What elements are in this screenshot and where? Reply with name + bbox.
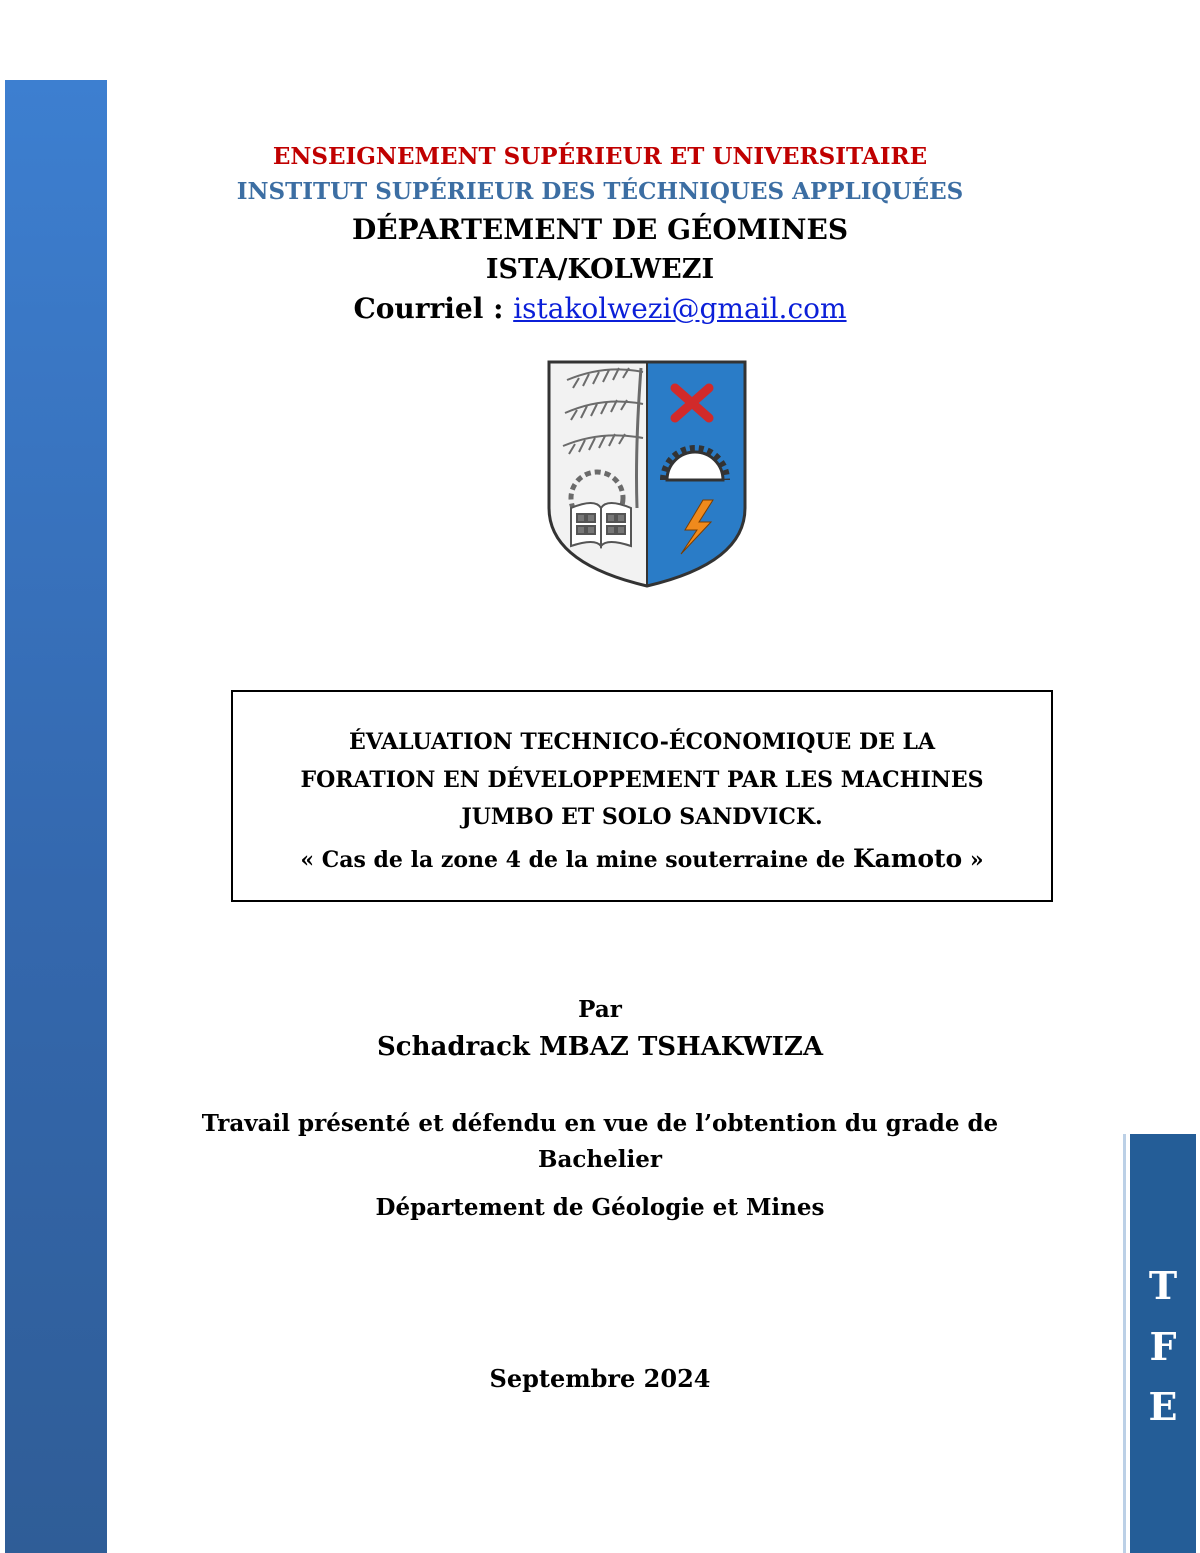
ista-crest-icon xyxy=(545,358,749,590)
email-line xyxy=(100,292,1100,325)
title-line-4-emphasis: Kamoto xyxy=(852,844,963,873)
degree-line-1: Travail présenté et défendu en vue de l’obtention du grade de xyxy=(201,1110,999,1137)
title-line-2: FORATION EN DÉVELOPPEMENT PAR LES MACHINES xyxy=(300,767,984,793)
author-name: Schadrack MBAZ TSHAKWIZA xyxy=(377,1032,823,1062)
degree-department: Département de Géologie et Mines xyxy=(375,1194,825,1221)
ministry-heading: ENSEIGNEMENT SUPÉRIEUR ET UNIVERSITAIRE xyxy=(272,143,928,170)
submission-date: Septembre 2024 xyxy=(489,1364,711,1393)
title-line-4 xyxy=(233,844,1051,873)
department-heading: DÉPARTEMENT DE GÉOMINES xyxy=(351,213,849,246)
left-decorative-bar xyxy=(5,80,107,1553)
title-line-1: ÉVALUATION TECHNICO-ÉCONOMIQUE DE LA xyxy=(348,729,936,755)
degree-line-2: Bachelier xyxy=(538,1146,662,1173)
title-line-4-prefix: « Cas de la zone 4 de la mine souterraine de xyxy=(300,847,846,873)
by-label: Par xyxy=(578,996,622,1023)
title-line-3: JUMBO ET SOLO SANDVICK. xyxy=(461,804,823,830)
tfe-letter-t: T xyxy=(1148,1263,1178,1308)
tfe-letter-e: E xyxy=(1148,1384,1178,1429)
email-label: Courriel : xyxy=(353,292,504,325)
thesis-title-box xyxy=(231,690,1053,902)
title-line-4-suffix: » xyxy=(969,847,984,873)
email-link[interactable]: istakolwezi@gmail.com xyxy=(513,292,847,325)
institution-heading: ISTA/KOLWEZI xyxy=(485,254,715,285)
institute-heading: INSTITUT SUPÉRIEUR DES TÉCHNIQUES APPLIQUÉES xyxy=(236,178,964,205)
right-tfe-tab xyxy=(1126,1134,1196,1553)
tfe-letter-f: F xyxy=(1149,1324,1177,1369)
